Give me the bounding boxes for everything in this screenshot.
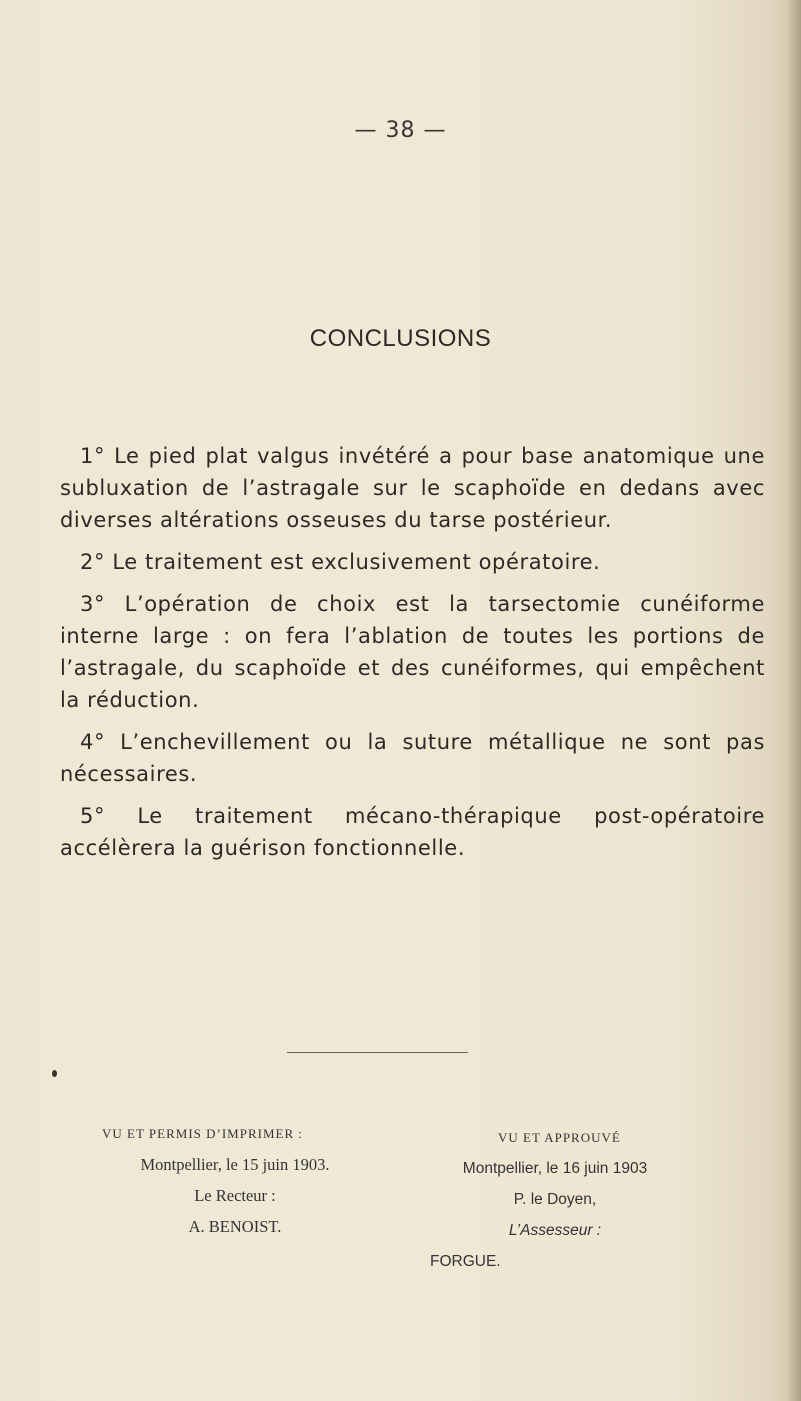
section-heading: CONCLUSIONS	[309, 325, 492, 352]
approval-place-date: Montpellier, le 16 juin 1903	[462, 1160, 648, 1177]
approval-title: P. le Doyen,	[513, 1191, 597, 1208]
conclusion-2: 2° Le traitement est exclusivement opératoire.	[80, 550, 601, 574]
ink-spot	[52, 1070, 57, 1077]
approval-name: FORGUE.	[430, 1253, 501, 1270]
conclusion-5: 5° Le traitement mécano-thérapique post-opératoire accélèrera la guérison fonctionnelle.	[60, 804, 765, 860]
conclusions-list	[60, 440, 765, 874]
imprimatur-name: A. BENOIST.	[188, 1217, 282, 1236]
imprimatur-title: Le Recteur :	[194, 1186, 276, 1205]
imprimatur-block	[90, 1118, 380, 1242]
page-edge-shadow	[787, 0, 801, 1401]
imprimatur-place-date: Montpellier, le 15 juin 1903.	[140, 1155, 330, 1174]
conclusion-1: 1° Le pied plat valgus invétéré a pour base anatomique une subluxation de l’astragale sur le scaphoïde en dedans avec diverses altérations osseuses du tarse postérieur.	[60, 444, 765, 532]
page-number: — 38 —	[354, 118, 447, 143]
approval-heading: VU ET APPROUVÉ	[498, 1130, 621, 1145]
approval-role: L’Assesseur :	[508, 1222, 602, 1239]
conclusion-4: 4° L’enchevillement ou la suture métallique ne sont pas nécessaires.	[60, 730, 765, 786]
separator-rule	[287, 1052, 468, 1053]
conclusion-3: 3° L’opération de choix est la tarsectomie cunéiforme interne large : on fera l’ablation de toutes les portions de l’astragale, du scaphoïde et des cunéiformes, qui empêchent la réduction.	[60, 592, 765, 712]
approval-block	[410, 1122, 700, 1277]
imprimatur-heading: VU ET PERMIS D’IMPRIMER :	[102, 1126, 304, 1141]
